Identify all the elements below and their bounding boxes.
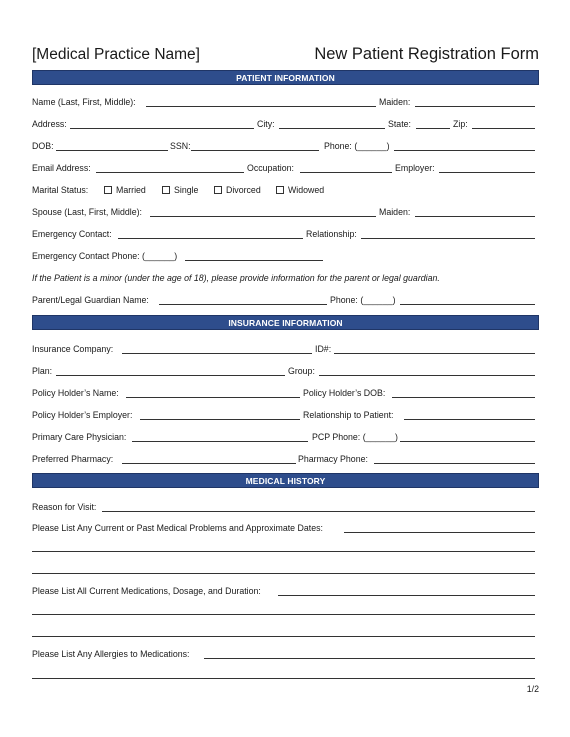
row-policy-employer: [32, 409, 539, 423]
form-title: New Patient Registration Form: [314, 45, 539, 63]
row-policy-holder: [32, 387, 539, 401]
pcp-label: Primary Care Physician:: [32, 432, 127, 442]
occupation-label: Occupation:: [247, 163, 294, 173]
pharmacy-field[interactable]: [122, 463, 296, 464]
policy-holder-dob-field[interactable]: [392, 397, 535, 398]
guardian-name-label: Parent/Legal Guardian Name:: [32, 295, 149, 305]
emergency-contact-label: Emergency Contact:: [32, 229, 112, 239]
row-problems: [32, 522, 539, 536]
emergency-phone-label: Emergency Contact Phone: (______): [32, 251, 178, 261]
group-label: Group:: [288, 366, 315, 376]
email-label: Email Address:: [32, 163, 91, 173]
allergies-line[interactable]: [32, 678, 535, 679]
practice-name: [Medical Practice Name]: [32, 46, 200, 63]
relationship-to-patient-field[interactable]: [404, 419, 535, 420]
group-field[interactable]: [319, 375, 535, 376]
name-label: Name (Last, First, Middle):: [32, 97, 136, 107]
name-field[interactable]: [146, 106, 376, 107]
phone-field[interactable]: [394, 150, 535, 151]
emergency-contact-field[interactable]: [118, 238, 303, 239]
problems-line[interactable]: [32, 573, 535, 574]
pcp-field[interactable]: [132, 441, 308, 442]
form-header: [32, 46, 539, 70]
page-number: 1/2: [526, 684, 539, 694]
problems-label: Please List Any Current or Past Medical Problems and Approximate Dates:: [32, 523, 323, 533]
problems-field[interactable]: [344, 532, 535, 533]
row-email: [32, 162, 539, 176]
zip-field[interactable]: [472, 128, 535, 129]
row-allergies: [32, 648, 539, 662]
spouse-label: Spouse (Last, First, Middle):: [32, 207, 142, 217]
medications-line[interactable]: [32, 614, 535, 615]
row-dob: [32, 140, 539, 154]
spouse-maiden-label: Maiden:: [379, 207, 411, 217]
maiden-label: Maiden:: [379, 97, 411, 107]
checkbox-icon: [276, 186, 284, 194]
policy-holder-dob-label: Policy Holder’s DOB:: [303, 388, 386, 398]
marital-option-widowed[interactable]: Widowed: [276, 184, 324, 196]
marital-option-divorced[interactable]: Divorced: [214, 184, 261, 196]
state-field[interactable]: [416, 128, 450, 129]
guardian-name-field[interactable]: [159, 304, 327, 305]
checkbox-icon: [214, 186, 222, 194]
registration-form-page: [32, 0, 539, 737]
medications-label: Please List All Current Medications, Dosage, and Duration:: [32, 586, 261, 596]
employer-label: Employer:: [395, 163, 435, 173]
row-reason: [32, 501, 539, 515]
city-field[interactable]: [279, 128, 385, 129]
marital-option-single[interactable]: Single: [162, 184, 198, 196]
allergies-field[interactable]: [204, 658, 535, 659]
pcp-phone-field[interactable]: [400, 441, 535, 442]
state-label: State:: [388, 119, 411, 129]
row-insurance-company: [32, 343, 539, 357]
insurance-id-field[interactable]: [334, 353, 535, 354]
guardian-phone-field[interactable]: [400, 304, 535, 305]
row-emergency-contact: [32, 228, 539, 242]
plan-field[interactable]: [56, 375, 285, 376]
row-minor-note: [32, 272, 539, 286]
dob-field[interactable]: [56, 150, 168, 151]
marital-status-label: Marital Status:: [32, 185, 89, 195]
row-address: [32, 118, 539, 132]
emergency-relationship-field[interactable]: [361, 238, 535, 239]
address-field[interactable]: [70, 128, 254, 129]
address-label: Address:: [32, 119, 67, 129]
row-emergency-phone: [32, 250, 539, 264]
occupation-field[interactable]: [300, 172, 392, 173]
city-label: City:: [257, 119, 275, 129]
policy-holder-name-field[interactable]: [126, 397, 300, 398]
medications-line[interactable]: [32, 636, 535, 637]
insurance-company-field[interactable]: [122, 353, 312, 354]
ssn-field[interactable]: [191, 150, 319, 151]
pharmacy-label: Preferred Pharmacy:: [32, 454, 114, 464]
row-pcp: [32, 431, 539, 445]
reason-label: Reason for Visit:: [32, 502, 97, 512]
dob-label: DOB:: [32, 141, 54, 151]
spouse-maiden-field[interactable]: [415, 216, 535, 217]
row-medications: [32, 585, 539, 599]
pcp-phone-label: PCP Phone: (______): [312, 432, 398, 442]
insurance-company-label: Insurance Company:: [32, 344, 114, 354]
section-header-patient: PATIENT INFORMATION: [32, 70, 539, 85]
checkbox-icon: [104, 186, 112, 194]
row-pharmacy: [32, 453, 539, 467]
section-header-insurance: INSURANCE INFORMATION: [32, 315, 539, 330]
relationship-to-patient-label: Relationship to Patient:: [303, 410, 394, 420]
emergency-relationship-label: Relationship:: [306, 229, 357, 239]
medications-field[interactable]: [278, 595, 535, 596]
ssn-label: SSN:: [170, 141, 191, 151]
guardian-phone-label: Phone: (______): [330, 295, 396, 305]
phone-label: Phone: (______): [324, 141, 390, 151]
allergies-label: Please List Any Allergies to Medications:: [32, 649, 190, 659]
row-spouse: [32, 206, 539, 220]
policy-holder-employer-label: Policy Holder’s Employer:: [32, 410, 133, 420]
employer-field[interactable]: [439, 172, 535, 173]
row-marital-status: [32, 184, 539, 198]
row-guardian: [32, 294, 539, 308]
emergency-phone-field[interactable]: [185, 260, 323, 261]
row-name: [32, 96, 539, 110]
insurance-id-label: ID#:: [315, 344, 332, 354]
row-plan: [32, 365, 539, 379]
maiden-field[interactable]: [415, 106, 535, 107]
minor-note: If the Patient is a minor (under the age of 18), please provide information for the parent or legal guardian.: [32, 273, 440, 283]
email-field[interactable]: [96, 172, 244, 173]
section-header-medical: MEDICAL HISTORY: [32, 473, 539, 488]
marital-option-married[interactable]: Married: [104, 184, 146, 196]
problems-line[interactable]: [32, 551, 535, 552]
policy-holder-name-label: Policy Holder’s Name:: [32, 388, 119, 398]
checkbox-icon: [162, 186, 170, 194]
policy-holder-employer-field[interactable]: [140, 419, 300, 420]
zip-label: Zip:: [453, 119, 468, 129]
pharmacy-phone-label: Pharmacy Phone:: [298, 454, 368, 464]
plan-label: Plan:: [32, 366, 53, 376]
pharmacy-phone-field[interactable]: [374, 463, 535, 464]
reason-field[interactable]: [102, 511, 535, 512]
spouse-field[interactable]: [150, 216, 376, 217]
